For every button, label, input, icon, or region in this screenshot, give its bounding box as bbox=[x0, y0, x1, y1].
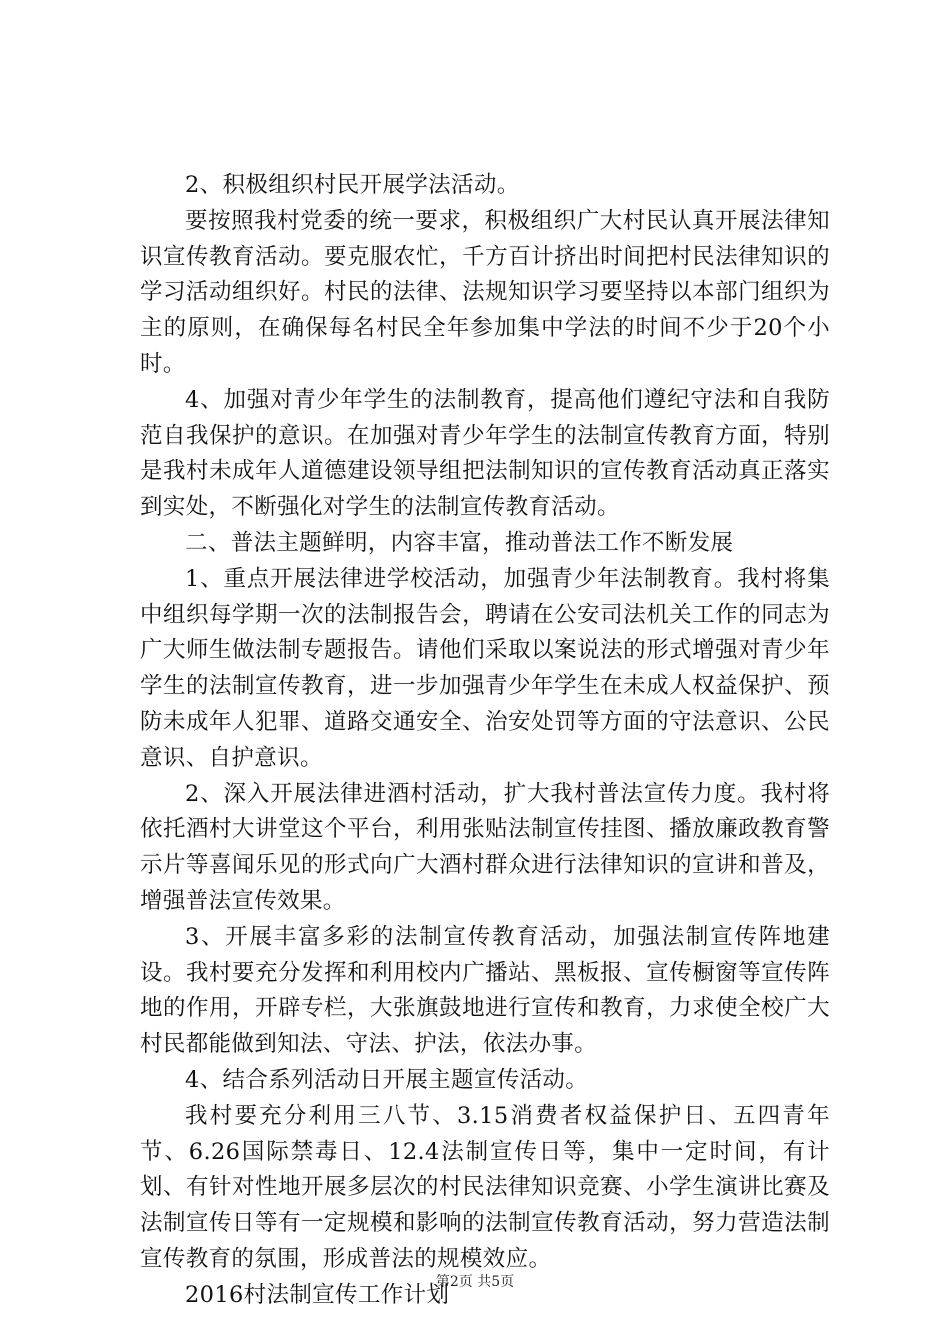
paragraph-item-4-theme-days: 4、结合系列活动日开展主题宣传活动。 bbox=[185, 1066, 589, 1093]
paragraph-study-requirements: 要按照我村党委的统一要求，积极组织广大村民认真开展法律知识宣传教育活动。要克服农忙，千方百计挤出时间把村民法律知识的学习活动组织好。村民的法律、法规知识学习要坚持以本部门组织为主的原则，在确保每名村民全年参加集中学法的时间不少于20个小时。 bbox=[140, 207, 830, 377]
paragraph-theme-days-details: 我村要充分利用三八节、3.15消费者权益保护日、五四青年节、6.26国际禁毒日、12.4法制宣传日等，集中一定时间，有计划、有针对性地开展多层次的村民法律知识竞赛、小学生演讲比赛及法制宣传日等有一定规模和影响的法制宣传教育活动，努力营造法制宣传教育的氛围，形成普法的规模效应。 bbox=[140, 1102, 830, 1272]
page-number-footer: 第2页 共5页 bbox=[435, 1274, 515, 1290]
paragraph-item-2-heading: 2、积极组织村民开展学法活动。 bbox=[185, 172, 520, 198]
document-body bbox=[140, 168, 830, 1314]
paragraph-publicity-activities: 3、开展丰富多彩的法制宣传教育活动，加强法制宣传阵地建设。我村要充分发挥和利用校内广播站、黑板报、宣传橱窗等宣传阵地的作用，开辟专栏，大张旗鼓地进行宣传和教育，力求使全校广大村民都能做到知法、守法、护法，依法办事。 bbox=[140, 923, 830, 1058]
section-heading-two: 二、普法主题鲜明，内容丰富，推动普法工作不断发展 bbox=[185, 529, 734, 556]
paragraph-law-into-schools: 1、重点开展法律进学校活动，加强青少年法制教育。我村将集中组织每学期一次的法制报告会，聘请在公安司法机关工作的同志为广大师生做法制专题报告。请他们采取以案说法的形式增强对青少年学生的法制宣传教育，进一步加强青少年学生在未成人权益保护、预防未成年人犯罪、道路交通安全、治安处罚等方面的守法意识、公民意识、自护意识。 bbox=[140, 565, 830, 771]
document-title-line: 2016村法制宣传工作计划 bbox=[185, 1281, 450, 1308]
paragraph-law-into-village: 2、深入开展法律进酒村活动，扩大我村普法宣传力度。我村将依托酒村大讲堂这个平台，利用张贴法制宣传挂图、播放廉政教育警示片等喜闻乐见的形式向广大酒村群众进行法律知识的宣讲和普及，增强普法宣传效果。 bbox=[140, 780, 830, 914]
paragraph-item-4-youth-education: 4、加强对青少年学生的法制教育，提高他们遵纪守法和自我防范自我保护的意识。在加强对青少年学生的法制宣传教育方面，特别是我村未成年人道德建设领导组把法制知识的宣传教育活动真正落实到实处，不断强化对学生的法制宣传教育活动。 bbox=[140, 386, 830, 521]
